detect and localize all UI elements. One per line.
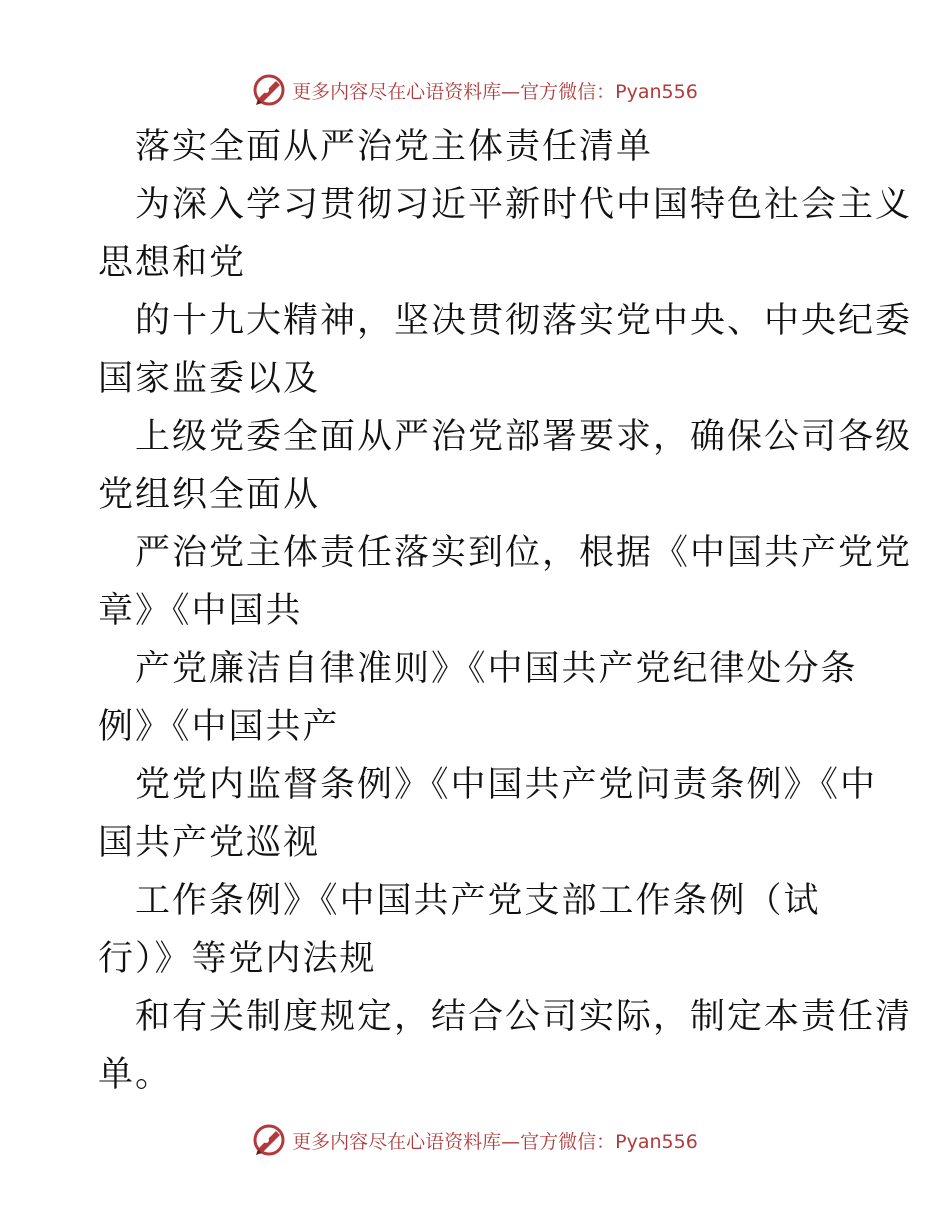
- paragraph-line: 工作条例》《中国共产党支部工作条例（试: [135, 881, 821, 921]
- paragraph-line: 例》《中国共产: [98, 707, 340, 747]
- pen-circle-logo-icon: [252, 73, 286, 107]
- paragraph-line: 章》《中国共: [98, 591, 303, 631]
- paragraph-line: 上级党委全面从严治党部署要求，确保公司各级: [135, 417, 913, 457]
- paragraph-line: 的十九大精神，坚决贯彻落实党中央、中央纪委: [135, 301, 913, 341]
- paragraph-line: 国共产党巡视: [98, 823, 321, 863]
- footer-banner-text: 更多内容尽在心语资料库—官方微信：Pyan556: [292, 1130, 698, 1153]
- paragraph-line: 思想和党: [98, 243, 247, 283]
- header-banner: [0, 70, 950, 110]
- paragraph-line: 和有关制度规定，结合公司实际，制定本责任清: [135, 997, 913, 1037]
- pen-circle-logo-icon: [252, 1123, 286, 1157]
- document-body: [98, 118, 913, 1104]
- paragraph-line: 为深入学习贯彻习近平新时代中国特色社会主义: [135, 185, 913, 225]
- paragraph-line: 单。: [98, 1055, 173, 1095]
- footer-banner-content: [252, 1123, 698, 1157]
- paragraph-line: 产党廉洁自律准则》《中国共产党纪律处分条: [135, 649, 858, 689]
- paragraph-line: 党党内监督条例》《中国共产党问责条例》《中: [135, 765, 878, 805]
- document-title: 落实全面从严治党主体责任清单: [135, 127, 654, 167]
- paragraph-line: 党组织全面从: [98, 475, 321, 515]
- paragraph-line: 国家监委以及: [98, 359, 321, 399]
- footer-banner: [0, 1120, 950, 1160]
- header-banner-text: 更多内容尽在心语资料库—官方微信：Pyan556: [292, 80, 698, 103]
- paragraph-line: 行）》等党内法规: [98, 939, 377, 979]
- header-banner-content: [252, 73, 698, 107]
- paragraph-line: 严治党主体责任落实到位，根据《中国共产党党: [135, 533, 913, 573]
